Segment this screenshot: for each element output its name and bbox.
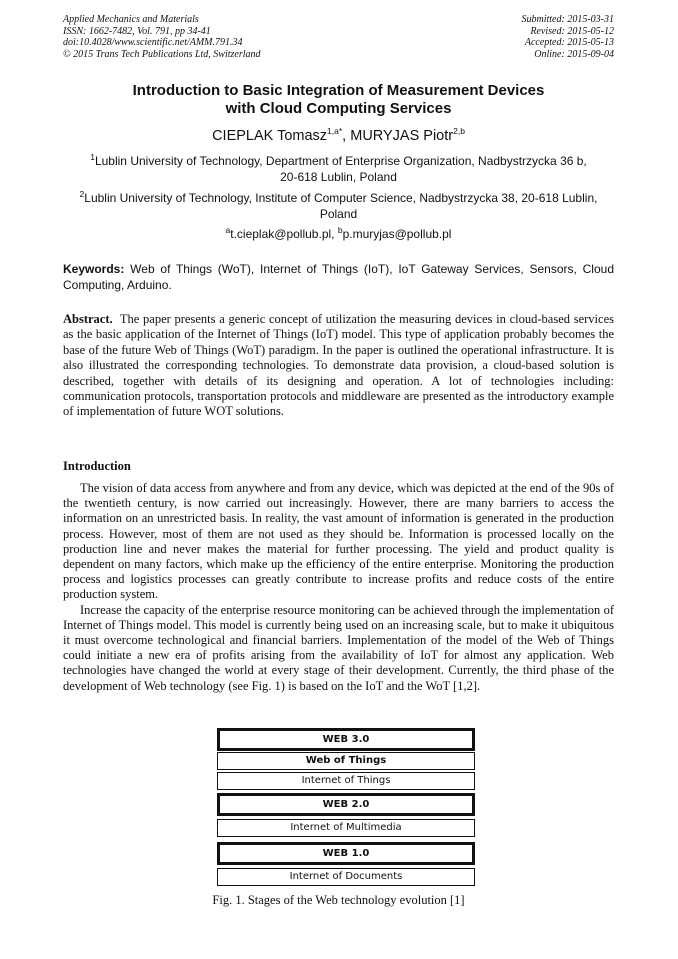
diagram-box-internet-of-documents: Internet of Documents bbox=[217, 868, 475, 886]
figure-caption: Fig. 1. Stages of the Web technology evolution [1] bbox=[212, 893, 465, 907]
paper-title bbox=[63, 82, 614, 118]
journal-copyright: © 2015 Trans Tech Publications Ltd, Switzerland bbox=[63, 48, 261, 60]
affiliation-2-marker: 2 bbox=[79, 188, 85, 199]
author-separator: , bbox=[342, 128, 351, 144]
keywords bbox=[63, 262, 614, 293]
journal-doi: doi:10.4028/www.scientific.net/AMM.791.34 bbox=[63, 37, 243, 49]
title-line-1: Introduction to Basic Integration of Measurement Devices bbox=[132, 82, 545, 99]
author-2-name: MURYJAS Piotr bbox=[350, 128, 454, 144]
email-a-marker: a bbox=[225, 224, 231, 235]
email-a: t.cieplak@pollub.pl bbox=[230, 227, 332, 241]
diagram-box-internet-of-things: Internet of Things bbox=[217, 772, 475, 790]
intro-paragraph-1: The vision of data access from anywhere and from any device, which was depicted at the end of the 90s of the twentieth century, is now carried out increasingly. However, there are many barriers to access the information on an unrestricted basis. In reality, the vast amount of information is generated in the production process. However, most of them are not used as they should be. Information is processed locally on the production line and never makes the material for further processing. The yield and product quality is dependent on many factors, which make up the efficiency of the entire enterprise. Monitoring the production process and logistics processes can greatly contribute to increase profits and reduce costs of the entire production system. bbox=[63, 481, 614, 602]
section-heading-introduction: Introduction bbox=[63, 459, 131, 473]
author-1-name: CIEPLAK Tomasz bbox=[212, 128, 328, 144]
journal-issn: ISSN: 1662-7482, Vol. 791, pp 34-41 bbox=[63, 25, 211, 37]
keywords-text: Web of Things (WoT), Internet of Things (IoT), IoT Gateway Services, Sensors, Cloud Computing, Arduino. bbox=[63, 262, 614, 292]
affiliation-2-line-2: Poland bbox=[319, 206, 358, 221]
affiliation-1 bbox=[63, 151, 614, 185]
affiliation-2 bbox=[63, 188, 614, 222]
email-b-marker: b bbox=[337, 224, 343, 235]
abstract-label: Abstract. bbox=[63, 312, 113, 326]
submission-dates bbox=[522, 14, 615, 60]
journal-info bbox=[63, 14, 261, 60]
affiliation-2-line-1: Lublin University of Technology, Institute of Computer Science, Nadbystrzycka 38, 20-618 Lublin, bbox=[84, 191, 598, 205]
keywords-label: Keywords: bbox=[63, 262, 125, 276]
affiliation-1-line-1: Lublin University of Technology, Department of Enterprise Organization, Nadbystrzycka 36 b, bbox=[94, 154, 587, 168]
email-b: p.muryjas@pollub.pl bbox=[342, 227, 452, 241]
affiliation-1-marker: 1 bbox=[90, 151, 95, 162]
affiliation-1-line-2: 20-618 Lublin, Poland bbox=[280, 169, 397, 184]
introduction-body bbox=[63, 481, 614, 694]
author-emails bbox=[63, 224, 614, 242]
diagram-box-web-2-0: WEB 2.0 bbox=[217, 793, 475, 816]
journal-name: Applied Mechanics and Materials bbox=[63, 14, 199, 25]
diagram-box-web-1-0: WEB 1.0 bbox=[217, 842, 475, 865]
abstract-text: The paper presents a generic concept of utilization the measuring devices in cloud-based services as the basic application of the Internet of Things (IoT) model. This type of application probably becomes the base of the future Web of Things (WoT) paradigm. In the paper is outlined the operational infrastructure. It is also illustrated the corresponding technologies. To demonstrate data provision, a cloud-based solution is described, together with details of its designing and operation. A lot of technologies including: communication protocols, transportation protocols and middleware are presented as the introductory example of implementation of future WOT solutions. bbox=[63, 312, 614, 419]
diagram-box-web-of-things: Web of Things bbox=[217, 752, 475, 770]
author-2-marker: 2,b bbox=[453, 125, 465, 136]
date-submitted: Submitted: 2015-03-31 bbox=[521, 14, 614, 25]
diagram-box-internet-of-multimedia: Internet of Multimedia bbox=[217, 819, 475, 837]
date-accepted: Accepted: 2015-05-13 bbox=[524, 37, 614, 49]
date-revised: Revised: 2015-05-12 bbox=[530, 25, 614, 37]
author-1-marker: 1,a* bbox=[327, 125, 343, 136]
abstract bbox=[63, 312, 614, 420]
title-line-2: with Cloud Computing Services bbox=[225, 100, 452, 117]
date-online: Online: 2015-09-04 bbox=[534, 48, 614, 60]
email-separator: , bbox=[331, 227, 338, 241]
author-list bbox=[63, 127, 614, 145]
intro-paragraph-2: Increase the capacity of the enterprise resource monitoring can be achieved through the implementation of Internet of Things model. This model is currently being used on an increasing scale, but to make it ubiquitous it must overcome technological and financial barriers. Implementation of the model of the Web of Things could initiate a new era of profits arising from the availability of IoT for almost any application. Web technologies have changed the world at every stage of their development. Currently, the third phase of the development of Web technology (see Fig. 1) is based on the IoT and the WoT [1,2]. bbox=[63, 602, 614, 693]
diagram-box-web-3-0: WEB 3.0 bbox=[217, 728, 475, 751]
